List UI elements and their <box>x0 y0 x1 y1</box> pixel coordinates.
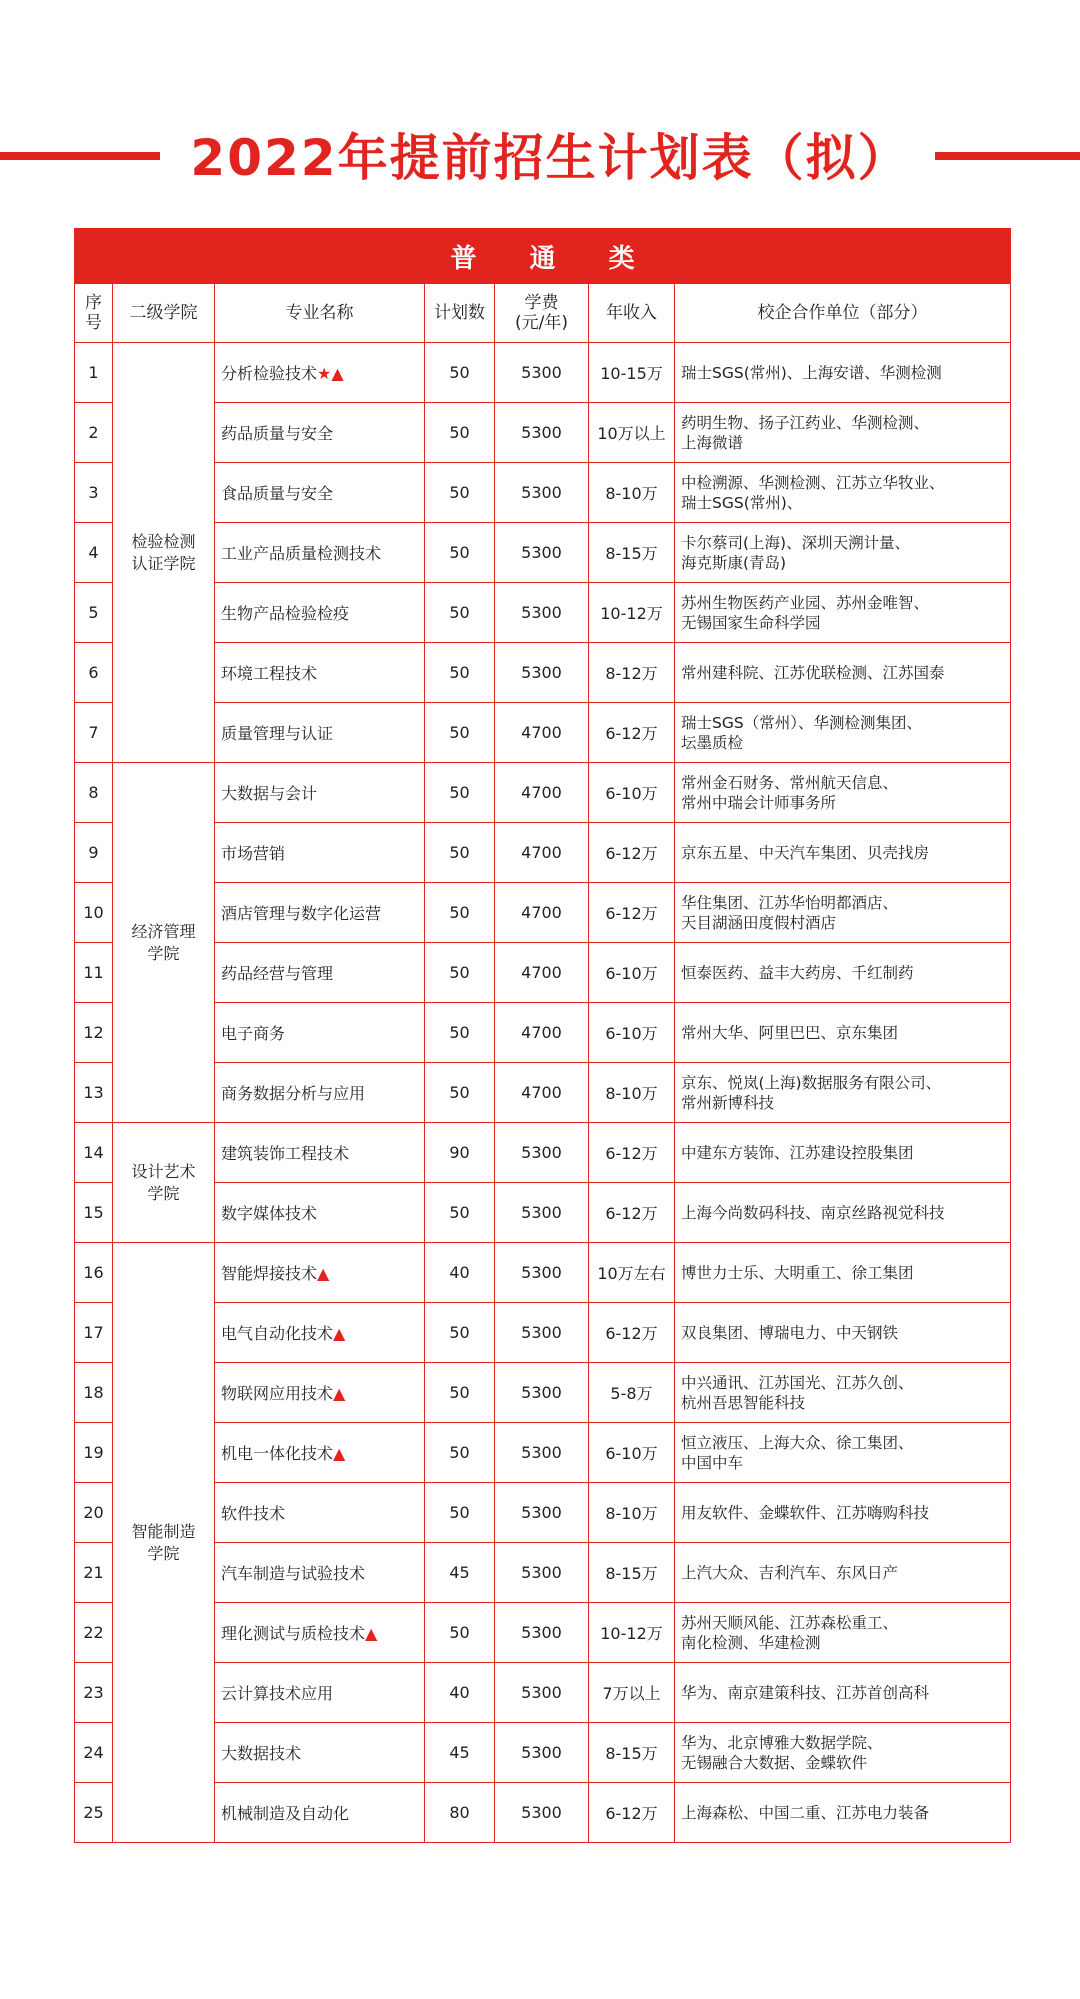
row-fee: 4700 <box>495 703 589 763</box>
row-major <box>215 1363 425 1423</box>
row-major <box>215 1603 425 1663</box>
row-major <box>215 943 425 1003</box>
row-plan: 50 <box>425 1363 495 1423</box>
major-name: 电气自动化技术 <box>221 1324 334 1343</box>
major-name: 电子商务 <box>221 1024 286 1043</box>
row-partners: 中建东方装饰、江苏建设控股集团 <box>675 1123 1011 1183</box>
row-fee: 5300 <box>495 1543 589 1603</box>
row-plan: 80 <box>425 1783 495 1843</box>
table-row <box>75 1423 1011 1483</box>
row-seq: 20 <box>75 1483 113 1543</box>
major-mark-icon: ▲ <box>317 1264 330 1283</box>
category-label: 普 通 类 <box>75 229 1011 284</box>
row-fee: 5300 <box>495 403 589 463</box>
table-row <box>75 1723 1011 1783</box>
row-partners: 中兴通讯、江苏国光、江苏久创、 杭州吾思智能科技 <box>675 1363 1011 1423</box>
row-partners: 上海今尚数码科技、南京丝路视觉科技 <box>675 1183 1011 1243</box>
row-income: 10-12万 <box>589 1603 675 1663</box>
row-partners: 双良集团、博瑞电力、中天钢铁 <box>675 1303 1011 1363</box>
row-major <box>215 1003 425 1063</box>
row-fee: 5300 <box>495 1723 589 1783</box>
table-row <box>75 1363 1011 1423</box>
row-major <box>215 1423 425 1483</box>
major-name: 理化测试与质检技术 <box>221 1624 366 1643</box>
major-name: 机械制造及自动化 <box>221 1804 350 1823</box>
major-name: 分析检验技术 <box>221 364 318 383</box>
row-plan: 50 <box>425 463 495 523</box>
enrollment-table-container <box>74 228 1010 1843</box>
major-name: 大数据与会计 <box>221 784 318 803</box>
row-partners: 常州金石财务、常州航天信息、 常州中瑞会计师事务所 <box>675 763 1011 823</box>
row-partners: 常州大华、阿里巴巴、京东集团 <box>675 1003 1011 1063</box>
row-partners: 华为、北京博雅大数据学院、 无锡融合大数据、金蝶软件 <box>675 1723 1011 1783</box>
major-mark-icon: ▲ <box>333 1324 346 1343</box>
table-row <box>75 823 1011 883</box>
row-plan: 50 <box>425 343 495 403</box>
row-major <box>215 703 425 763</box>
major-name: 食品质量与安全 <box>221 484 334 503</box>
header-major: 专业名称 <box>215 284 425 343</box>
row-income: 6-12万 <box>589 1303 675 1363</box>
header-college: 二级学院 <box>113 284 215 343</box>
row-partners: 药明生物、扬子江药业、华测检测、 上海微谱 <box>675 403 1011 463</box>
row-income: 10-12万 <box>589 583 675 643</box>
row-seq: 11 <box>75 943 113 1003</box>
row-seq: 9 <box>75 823 113 883</box>
row-seq: 8 <box>75 763 113 823</box>
row-income: 8-10万 <box>589 1483 675 1543</box>
row-fee: 5300 <box>495 1783 589 1843</box>
table-row <box>75 703 1011 763</box>
college-name: 经济管理 学院 <box>113 763 215 1123</box>
table-row <box>75 343 1011 403</box>
table-row <box>75 1003 1011 1063</box>
major-mark-icon: ▲ <box>365 1624 378 1643</box>
row-partners: 京东五星、中天汽车集团、贝壳找房 <box>675 823 1011 883</box>
table-row <box>75 1303 1011 1363</box>
row-partners: 卡尔蔡司(上海)、深圳天溯计量、 海克斯康(青岛) <box>675 523 1011 583</box>
row-income: 10万左右 <box>589 1243 675 1303</box>
header-plan: 计划数 <box>425 284 495 343</box>
title-line-right <box>935 152 1080 160</box>
row-income: 8-10万 <box>589 1063 675 1123</box>
row-seq: 22 <box>75 1603 113 1663</box>
row-income: 5-8万 <box>589 1363 675 1423</box>
table-row <box>75 403 1011 463</box>
row-income: 10万以上 <box>589 403 675 463</box>
row-plan: 50 <box>425 1483 495 1543</box>
major-name: 软件技术 <box>221 1504 286 1523</box>
row-fee: 4700 <box>495 1003 589 1063</box>
row-plan: 50 <box>425 823 495 883</box>
row-seq: 13 <box>75 1063 113 1123</box>
major-name: 商务数据分析与应用 <box>221 1084 366 1103</box>
row-partners: 苏州生物医药产业园、苏州金唯智、 无锡国家生命科学园 <box>675 583 1011 643</box>
row-income: 8-15万 <box>589 1543 675 1603</box>
row-fee: 5300 <box>495 1423 589 1483</box>
row-seq: 6 <box>75 643 113 703</box>
table-row <box>75 643 1011 703</box>
row-seq: 3 <box>75 463 113 523</box>
row-seq: 23 <box>75 1663 113 1723</box>
row-plan: 50 <box>425 1603 495 1663</box>
row-income: 10-15万 <box>589 343 675 403</box>
row-seq: 24 <box>75 1723 113 1783</box>
college-name: 设计艺术 学院 <box>113 1123 215 1243</box>
row-major <box>215 1243 425 1303</box>
major-name: 汽车制造与试验技术 <box>221 1564 366 1583</box>
header-income: 年收入 <box>589 284 675 343</box>
row-income: 6-12万 <box>589 1123 675 1183</box>
row-income: 8-15万 <box>589 523 675 583</box>
row-seq: 16 <box>75 1243 113 1303</box>
row-plan: 45 <box>425 1543 495 1603</box>
college-name: 检验检测 认证学院 <box>113 343 215 763</box>
row-seq: 7 <box>75 703 113 763</box>
major-name: 物联网应用技术 <box>221 1384 334 1403</box>
row-income: 6-12万 <box>589 703 675 763</box>
table-row <box>75 583 1011 643</box>
row-fee: 4700 <box>495 823 589 883</box>
row-fee: 5300 <box>495 1243 589 1303</box>
row-partners: 华住集团、江苏华怡明都酒店、 天目湖涵田度假村酒店 <box>675 883 1011 943</box>
table-row <box>75 1243 1011 1303</box>
row-plan: 50 <box>425 1303 495 1363</box>
row-seq: 10 <box>75 883 113 943</box>
row-partners: 恒立液压、上海大众、徐工集团、 中国中车 <box>675 1423 1011 1483</box>
major-name: 大数据技术 <box>221 1744 302 1763</box>
major-name: 环境工程技术 <box>221 664 318 683</box>
row-partners: 瑞士SGS(常州)、上海安谱、华测检测 <box>675 343 1011 403</box>
row-fee: 5300 <box>495 643 589 703</box>
major-name: 药品经营与管理 <box>221 964 334 983</box>
table-row <box>75 1123 1011 1183</box>
row-fee: 5300 <box>495 523 589 583</box>
row-major <box>215 763 425 823</box>
row-major <box>215 1123 425 1183</box>
row-seq: 4 <box>75 523 113 583</box>
row-partners: 苏州天顺风能、江苏森松重工、 南化检测、华建检测 <box>675 1603 1011 1663</box>
row-fee: 4700 <box>495 943 589 1003</box>
row-income: 7万以上 <box>589 1663 675 1723</box>
row-plan: 90 <box>425 1123 495 1183</box>
table-row <box>75 1663 1011 1723</box>
row-income: 8-15万 <box>589 1723 675 1783</box>
row-major <box>215 1063 425 1123</box>
table-row <box>75 883 1011 943</box>
row-partners: 华为、南京建策科技、江苏首创高科 <box>675 1663 1011 1723</box>
header-row <box>75 284 1011 343</box>
row-income: 6-12万 <box>589 823 675 883</box>
row-plan: 50 <box>425 643 495 703</box>
table-row <box>75 1543 1011 1603</box>
major-name: 质量管理与认证 <box>221 724 334 743</box>
table-row <box>75 523 1011 583</box>
row-plan: 50 <box>425 523 495 583</box>
row-plan: 50 <box>425 1063 495 1123</box>
row-income: 6-10万 <box>589 1003 675 1063</box>
row-partners: 博世力士乐、大明重工、徐工集团 <box>675 1243 1011 1303</box>
row-major <box>215 583 425 643</box>
table-row <box>75 1603 1011 1663</box>
row-partners: 中检溯源、华测检测、江苏立华牧业、 瑞士SGS(常州)、 <box>675 463 1011 523</box>
row-major <box>215 343 425 403</box>
row-seq: 19 <box>75 1423 113 1483</box>
page-title: 2022年提前招生计划表（拟） <box>190 129 910 187</box>
row-fee: 5300 <box>495 343 589 403</box>
row-plan: 50 <box>425 583 495 643</box>
row-major <box>215 1183 425 1243</box>
row-major <box>215 643 425 703</box>
major-name: 数字媒体技术 <box>221 1204 318 1223</box>
row-partners: 瑞士SGS（常州）、华测检测集团、 坛墨质检 <box>675 703 1011 763</box>
row-income: 6-12万 <box>589 1783 675 1843</box>
row-seq: 2 <box>75 403 113 463</box>
row-major <box>215 1543 425 1603</box>
row-fee: 5300 <box>495 1603 589 1663</box>
row-income: 6-12万 <box>589 883 675 943</box>
category-row <box>75 229 1011 284</box>
row-partners: 京东、悦岚(上海)数据服务有限公司、 常州新博科技 <box>675 1063 1011 1123</box>
table-row <box>75 1483 1011 1543</box>
row-seq: 18 <box>75 1363 113 1423</box>
row-seq: 14 <box>75 1123 113 1183</box>
row-seq: 15 <box>75 1183 113 1243</box>
row-plan: 50 <box>425 403 495 463</box>
row-major <box>215 1663 425 1723</box>
row-major <box>215 523 425 583</box>
row-major <box>215 403 425 463</box>
row-plan: 50 <box>425 1003 495 1063</box>
row-partners: 上海森松、中国二重、江苏电力装备 <box>675 1783 1011 1843</box>
row-plan: 50 <box>425 703 495 763</box>
row-plan: 50 <box>425 1423 495 1483</box>
college-name: 智能制造 学院 <box>113 1243 215 1843</box>
row-major <box>215 463 425 523</box>
header-fee: 学费 (元/年) <box>495 284 589 343</box>
table-row <box>75 763 1011 823</box>
header-partners: 校企合作单位（部分） <box>675 284 1011 343</box>
row-fee: 5300 <box>495 463 589 523</box>
row-fee: 4700 <box>495 1063 589 1123</box>
row-fee: 4700 <box>495 883 589 943</box>
row-partners: 上汽大众、吉利汽车、东风日产 <box>675 1543 1011 1603</box>
table-row <box>75 1783 1011 1843</box>
row-partners: 常州建科院、江苏优联检测、江苏国泰 <box>675 643 1011 703</box>
row-major <box>215 1783 425 1843</box>
major-name: 工业产品质量检测技术 <box>221 544 382 563</box>
row-plan: 50 <box>425 1183 495 1243</box>
row-plan: 40 <box>425 1243 495 1303</box>
title-line-left <box>0 152 160 160</box>
major-name: 机电一体化技术 <box>221 1444 334 1463</box>
row-seq: 21 <box>75 1543 113 1603</box>
row-seq: 17 <box>75 1303 113 1363</box>
row-fee: 4700 <box>495 763 589 823</box>
table-row <box>75 463 1011 523</box>
row-major <box>215 1483 425 1543</box>
row-plan: 50 <box>425 883 495 943</box>
row-fee: 5300 <box>495 1663 589 1723</box>
row-income: 8-12万 <box>589 643 675 703</box>
row-fee: 5300 <box>495 1123 589 1183</box>
major-name: 云计算技术应用 <box>221 1684 334 1703</box>
major-name: 酒店管理与数字化运营 <box>221 904 382 923</box>
enrollment-table <box>74 228 1011 1843</box>
row-seq: 5 <box>75 583 113 643</box>
row-seq: 25 <box>75 1783 113 1843</box>
row-fee: 5300 <box>495 1483 589 1543</box>
row-income: 6-10万 <box>589 763 675 823</box>
row-seq: 12 <box>75 1003 113 1063</box>
row-income: 8-10万 <box>589 463 675 523</box>
table-row <box>75 1183 1011 1243</box>
table-row <box>75 1063 1011 1123</box>
row-income: 6-12万 <box>589 1183 675 1243</box>
major-name: 生物产品检验检疫 <box>221 604 350 623</box>
row-major <box>215 1723 425 1783</box>
table-row <box>75 943 1011 1003</box>
major-mark-icon: ▲ <box>333 1384 346 1403</box>
major-mark-icon: ▲ <box>333 1444 346 1463</box>
row-plan: 45 <box>425 1723 495 1783</box>
row-fee: 5300 <box>495 1183 589 1243</box>
major-name: 建筑装饰工程技术 <box>221 1144 350 1163</box>
row-major <box>215 823 425 883</box>
row-partners: 用友软件、金蝶软件、江苏嗨购科技 <box>675 1483 1011 1543</box>
title-bar <box>0 118 1080 198</box>
row-income: 6-10万 <box>589 1423 675 1483</box>
row-partners: 恒泰医药、益丰大药房、千红制药 <box>675 943 1011 1003</box>
row-plan: 40 <box>425 1663 495 1723</box>
row-fee: 5300 <box>495 1363 589 1423</box>
row-income: 6-10万 <box>589 943 675 1003</box>
row-major <box>215 1303 425 1363</box>
major-name: 智能焊接技术 <box>221 1264 318 1283</box>
row-plan: 50 <box>425 763 495 823</box>
major-name: 药品质量与安全 <box>221 424 334 443</box>
major-name: 市场营销 <box>221 844 286 863</box>
row-plan: 50 <box>425 943 495 1003</box>
header-seq: 序号 <box>75 284 113 343</box>
row-major <box>215 883 425 943</box>
major-mark-icon: ★▲ <box>317 364 344 383</box>
row-seq: 1 <box>75 343 113 403</box>
row-fee: 5300 <box>495 1303 589 1363</box>
row-fee: 5300 <box>495 583 589 643</box>
